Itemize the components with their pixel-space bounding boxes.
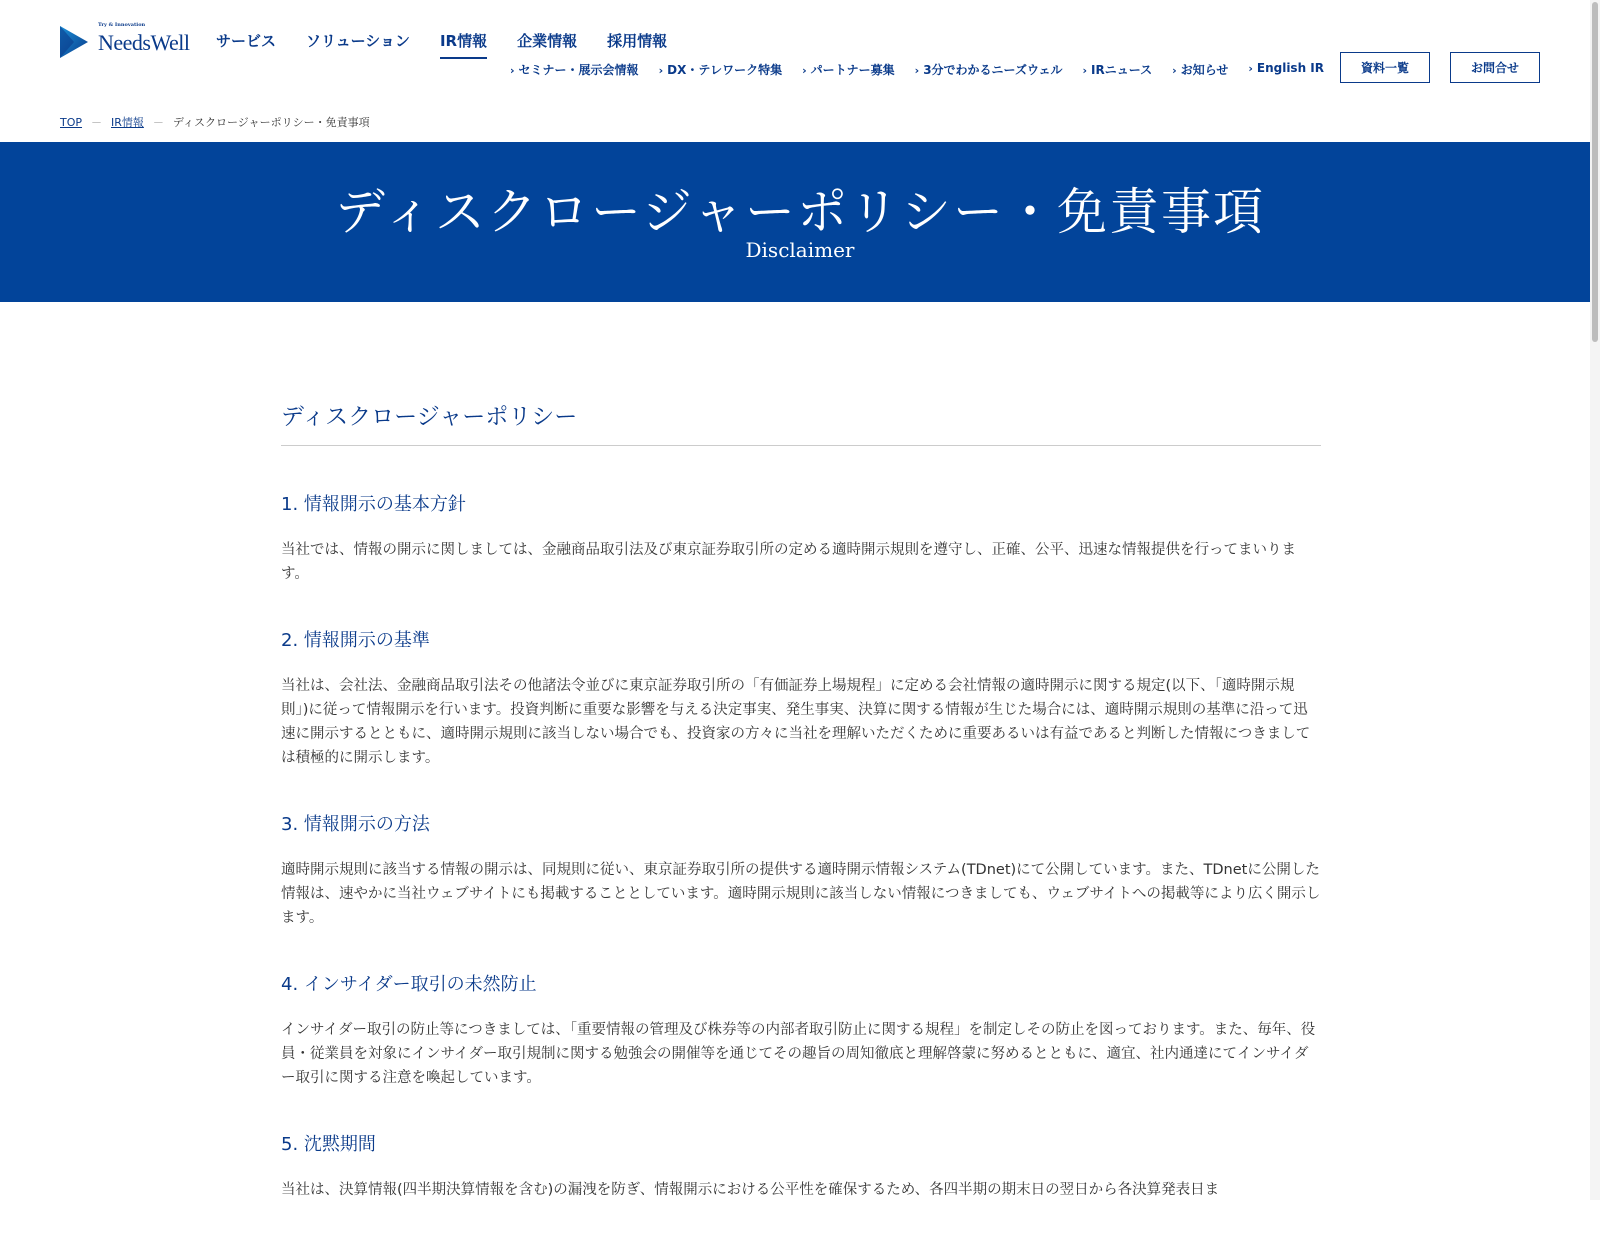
chevron-right-icon: › [658, 64, 664, 77]
subnav-dx-telework[interactable] [659, 61, 783, 78]
policy-item-heading: 4. インサイダー取引の未然防止 [281, 974, 537, 995]
nav-company-info[interactable]: 企業情報 [517, 32, 578, 50]
policy-item-body: 適時開示規則に該当する情報の開示は、同規則に従い、東京証券取引所の提供する適時開示情報システム(TDnet)にて公開しています。また、TDnetに公開した情報は、速やかに当社ウェブサイトにも掲載することとしています。適時開示規則に該当しない情報につきましても、ウェブサイトへの掲載等により広く開示します。 [281, 862, 1321, 926]
subnav-partner-label: パートナー募集 [810, 63, 895, 77]
breadcrumb [60, 114, 370, 130]
site-header [0, 0, 1600, 104]
policy-item-body: 当社は、会社法、金融商品取引法その他諸法令並びに東京証券取引所の「有価証券上場規程」に定める会社情報の適時開示に関する規定(以下、「適時開示規則」)に従って情報開示を行います。投資判断に重要な影響を与える決定事実、発生事実、決算に関する情報が生じた場合には、適時開示規則の基準に沿って迅速に開示するとともに、適時開示規則に該当しない場合でも、投資家の方々に当社を理解いただくために重要あるいは有益であると判断した情報につきましては積極的に開示します。 [281, 678, 1311, 766]
contact-button[interactable]: お問合せ [1450, 52, 1540, 83]
needswell-logo[interactable] [60, 22, 190, 60]
subnav-dx-telework-label: DX・テレワーク特集 [667, 63, 783, 77]
policy-item-body: 当社では、情報の開示に関しましては、金融商品取引法及び東京証券取引所の定める適時開示規則を遵守し、正確、公平、迅速な情報提供を行ってまいります。 [281, 542, 1296, 582]
policy-item-heading: 5. 沈黙期間 [281, 1134, 376, 1155]
nav-recruit-info[interactable]: 採用情報 [607, 32, 668, 50]
nav-ir-info[interactable]: IR情報 [440, 30, 487, 59]
subnav-notices-label: お知らせ [1180, 63, 1229, 77]
section-title: ディスクロージャーポリシー [281, 398, 1321, 446]
page-scrollbar[interactable] [1590, 0, 1600, 1200]
subnav-notices[interactable] [1172, 61, 1228, 78]
chevron-right-icon: › [1172, 64, 1177, 77]
policy-item-heading: 1. 情報開示の基本方針 [281, 494, 466, 515]
policy-item-body: 当社は、決算情報(四半期決算情報を含む)の漏洩を防ぎ、情報開示における公平性を確保するため、各四半期の期末日の翌日から各決算発表日ま [281, 1182, 1220, 1198]
policy-item [281, 810, 1321, 930]
breadcrumb-separator: － [91, 116, 103, 129]
chevron-right-icon: › [802, 64, 807, 77]
breadcrumb-current: ディスクロージャーポリシー・免責事項 [172, 116, 370, 129]
breadcrumb-ir-link[interactable]: IR情報 [111, 116, 144, 129]
nav-solutions[interactable]: ソリューション [306, 32, 410, 50]
sub-navigation [490, 61, 1324, 78]
chevron-right-icon: › [1248, 62, 1253, 75]
policy-item [281, 970, 1321, 1090]
subnav-seminar[interactable] [510, 61, 639, 78]
chevron-right-icon: › [1082, 64, 1088, 77]
main-content [281, 398, 1321, 1242]
page-hero [0, 142, 1600, 302]
policy-item [281, 626, 1321, 770]
scrollbar-thumb[interactable] [1592, 2, 1598, 342]
subnav-english-ir-label: English IR [1256, 61, 1324, 75]
policy-item-heading: 2. 情報開示の基準 [281, 630, 430, 651]
policy-item [281, 490, 1321, 586]
page-title: ディスクロージャーポリシー・免責事項 [335, 183, 1265, 241]
documents-button[interactable]: 資料一覧 [1340, 52, 1430, 83]
page-subtitle: Disclaimer [745, 238, 855, 262]
logo-triangle-icon [60, 26, 88, 58]
policy-item-heading: 3. 情報開示の方法 [281, 814, 430, 835]
subnav-ir-news[interactable] [1082, 61, 1152, 78]
breadcrumb-separator: － [152, 116, 164, 129]
subnav-3min[interactable] [915, 61, 1063, 78]
chevron-right-icon: › [510, 64, 515, 77]
policy-item-body: インサイダー取引の防止等につきましては、「重要情報の管理及び株券等の内部者取引防止に関する規程」を制定しその防止を図っております。また、毎年、役員・従業員を対象にインサイダー取引規制に関する勉強会の開催等を通じてその趣旨の周知徹底と理解啓蒙に努めるとともに、適宜、社内通達にてインサイダー取引に関する注意を喚起しています。 [281, 1022, 1316, 1086]
logo-brand-name: NeedsWell [98, 30, 190, 55]
logo-tagline: Try & Innovation [98, 22, 146, 28]
policy-item [281, 1130, 1321, 1202]
subnav-3min-label: 3分でわかるニーズウェル [923, 63, 1063, 77]
main-navigation [216, 30, 697, 59]
subnav-ir-news-label: IRニュース [1091, 63, 1153, 77]
subnav-partner[interactable] [802, 61, 895, 78]
nav-services[interactable]: サービス [216, 32, 277, 50]
subnav-seminar-label: セミナー・展示会情報 [518, 63, 639, 77]
chevron-right-icon: › [914, 64, 920, 77]
breadcrumb-top-link[interactable]: TOP [60, 115, 83, 129]
subnav-english-ir[interactable] [1248, 61, 1324, 78]
